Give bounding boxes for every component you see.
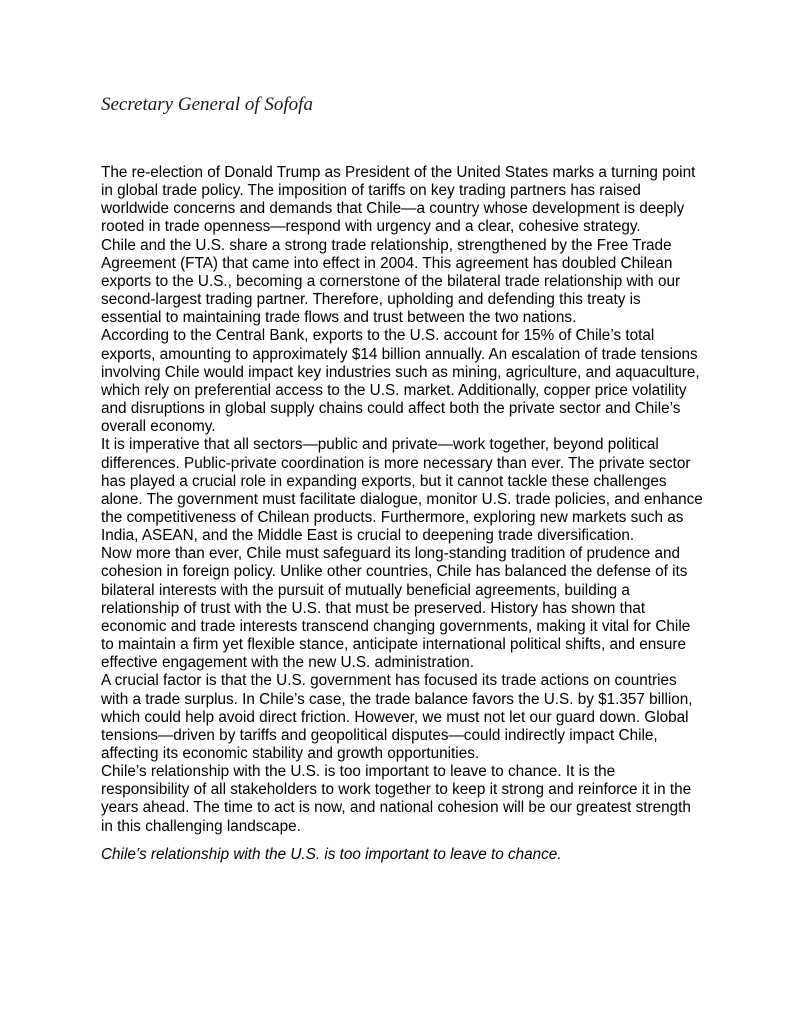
closing-quote: Chile’s relationship with the U.S. is too important to leave to chance. xyxy=(101,846,562,863)
paragraph-5: Now more than ever, Chile must safeguard its long-standing tradition of prudence and cohesion in foreign policy. Unlike other countries, Chile has balanced the defense of its bilateral interests with the pursuit of mutually beneficial agreements, building a relationship of trust with the U.S. that must be preserved. History has shown that economic and trade interests transcend changing governments, making it vital for Chile to maintain a firm yet flexible stance, anticipate international political shifts, and ensure effective engagement with the new U.S. administration. xyxy=(101,545,691,672)
paragraph-3: According to the Central Bank, exports to the U.S. account for 15% of Chile’s total exports, amounting to approximately $14 billion annually. An escalation of trade tensions involving Chile would impact key industries such as mining, agriculture, and aquaculture, which rely on preferential access to the U.S. market. Additionally, copper price volatility and disruptions in global supply chains could affect both the private sector and Chile’s overall economy. xyxy=(101,327,700,436)
page-title: Secretary General of Sofofa xyxy=(101,94,313,115)
article-body xyxy=(101,164,705,836)
paragraph-4: It is imperative that all sectors—public and private—work together, beyond political differences. Public-private coordination is more necessary than ever. The private sector has played a crucial role in expanding exports, but it cannot tackle these challenges alone. The government must facilitate dialogue, monitor U.S. trade policies, and enhance the competitiveness of Chilean products. Furthermore, exploring new markets such as India, ASEAN, and the Middle East is crucial to deepening trade diversification. xyxy=(101,436,703,545)
paragraph-6: A crucial factor is that the U.S. government has focused its trade actions on countries with a trade surplus. In Chile’s case, the trade balance favors the U.S. by $1.357 billion, which could help avoid direct friction. However, we must not let our guard down. Global tensions—driven by tariffs and geopolitical disputes—could indirectly impact Chile, affecting its economic stability and growth opportunities. xyxy=(101,672,693,762)
paragraph-2: Chile and the U.S. share a strong trade relationship, strengthened by the Free Trade Agreement (FTA) that came into effect in 2004. This agreement has doubled Chilean exports to the U.S., becoming a cornerstone of the bilateral trade relationship with our second-largest trading partner. Therefore, upholding and defending this treaty is essential to maintaining trade flows and trust between the two nations. xyxy=(101,236,681,327)
paragraph-7: Chile’s relationship with the U.S. is too important to leave to chance. It is the responsibility of all stakeholders to work together to keep it strong and reinforce it in the years ahead. The time to act is now, and national cohesion will be our greatest strength in this challenging landscape. xyxy=(101,763,692,835)
paragraph-1: The re-election of Donald Trump as President of the United States marks a turning point in global trade policy. The imposition of tariffs on key trading partners has raised worldwide concerns and demands that Chile—a country whose development is deeply rooted in trade openness—respond with urgency and a clear, cohesive strategy. xyxy=(101,164,696,236)
